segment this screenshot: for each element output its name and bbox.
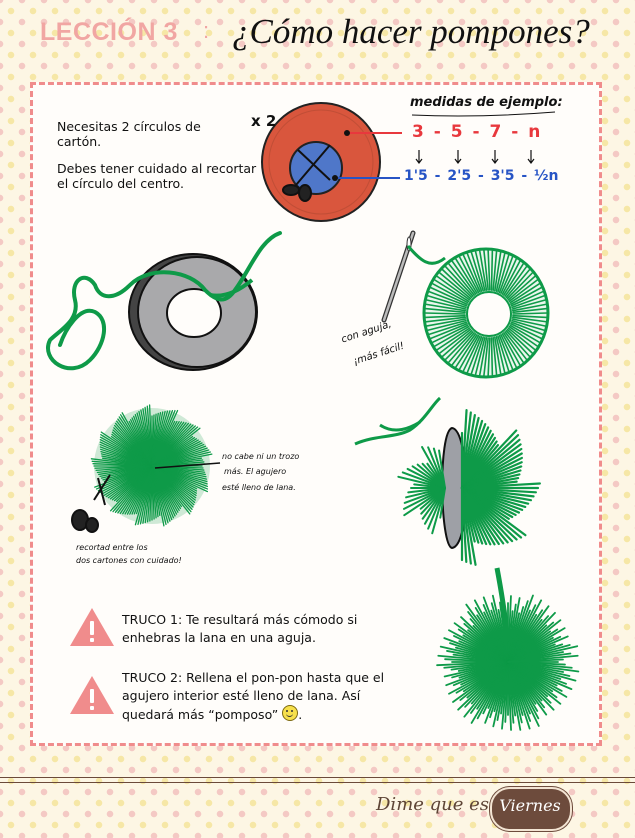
cut-note-line1: recortad entre los bbox=[76, 543, 148, 552]
yarn-strand bbox=[513, 313, 547, 314]
lesson-label: LECCIÓN 3 bbox=[40, 18, 178, 46]
tip-2-text bbox=[122, 669, 397, 724]
full-note-line2: más. El agujero bbox=[224, 467, 287, 476]
outer-value: n bbox=[528, 122, 541, 142]
yarn-strand bbox=[492, 338, 493, 376]
intro-text-careful: Debes tener cuidado al recortar el círculo del centro. bbox=[57, 161, 257, 191]
smiley-icon bbox=[282, 705, 298, 721]
warning-icon bbox=[68, 606, 116, 648]
measurements-heading: medidas de ejemplo: bbox=[410, 95, 563, 110]
yarn-strand bbox=[492, 250, 493, 290]
tied-pompom-illustration bbox=[355, 398, 540, 565]
brand-name-part2: Viernes bbox=[499, 796, 561, 815]
full-note-line1: no cabe ni un trozo bbox=[222, 452, 300, 461]
inner-value: 3'5 bbox=[490, 168, 515, 184]
warning-icon bbox=[68, 674, 116, 716]
page-title: ¿Cómo hacer pompones? bbox=[232, 12, 590, 51]
needle-note-line2: ¡más fácil! bbox=[352, 340, 406, 368]
inner-measurements: 1'5 - 2'5 - 3'5 - ½n bbox=[404, 168, 559, 184]
lesson-colon: : bbox=[203, 18, 210, 43]
multiplier-label: x 2 bbox=[251, 112, 277, 130]
brand-name-part1: Dime que es bbox=[376, 794, 490, 815]
intro-text-circles: Necesitas 2 círculos de cartón. bbox=[57, 119, 201, 149]
outer-measurements: 3 - 5 - 7 - n bbox=[412, 122, 541, 142]
yarn-strand bbox=[425, 313, 465, 314]
inner-value: 2'5 bbox=[447, 168, 472, 184]
inner-value: 1'5 bbox=[404, 168, 428, 184]
outer-value: 7 bbox=[489, 122, 502, 142]
grey-donut-yarn-illustration bbox=[48, 233, 280, 370]
tip-1-text: TRUCO 1: Te resultará más cómodo si enhebras la lana en una aguja. bbox=[122, 612, 358, 645]
final-pompom-illustration bbox=[437, 568, 578, 730]
full-note-line3: esté lleno de lana. bbox=[222, 483, 296, 492]
outer-value: 5 bbox=[450, 122, 463, 142]
needle-note-line1: con aguja, bbox=[340, 318, 393, 346]
tip-2-label: TRUCO 2: Rellena el pon-pon hasta que el agujero interior esté lleno de lana. Así quedará más “pomposo” bbox=[122, 670, 385, 722]
cut-note-line2: dos cartones con cuidado! bbox=[76, 556, 182, 565]
cardboard-circle-illustration bbox=[262, 103, 402, 221]
wrapped-donut-illustration bbox=[424, 249, 548, 377]
inner-value: ½n bbox=[534, 168, 559, 184]
tip-2-period: . bbox=[298, 707, 303, 722]
outer-value: 3 bbox=[412, 122, 424, 142]
